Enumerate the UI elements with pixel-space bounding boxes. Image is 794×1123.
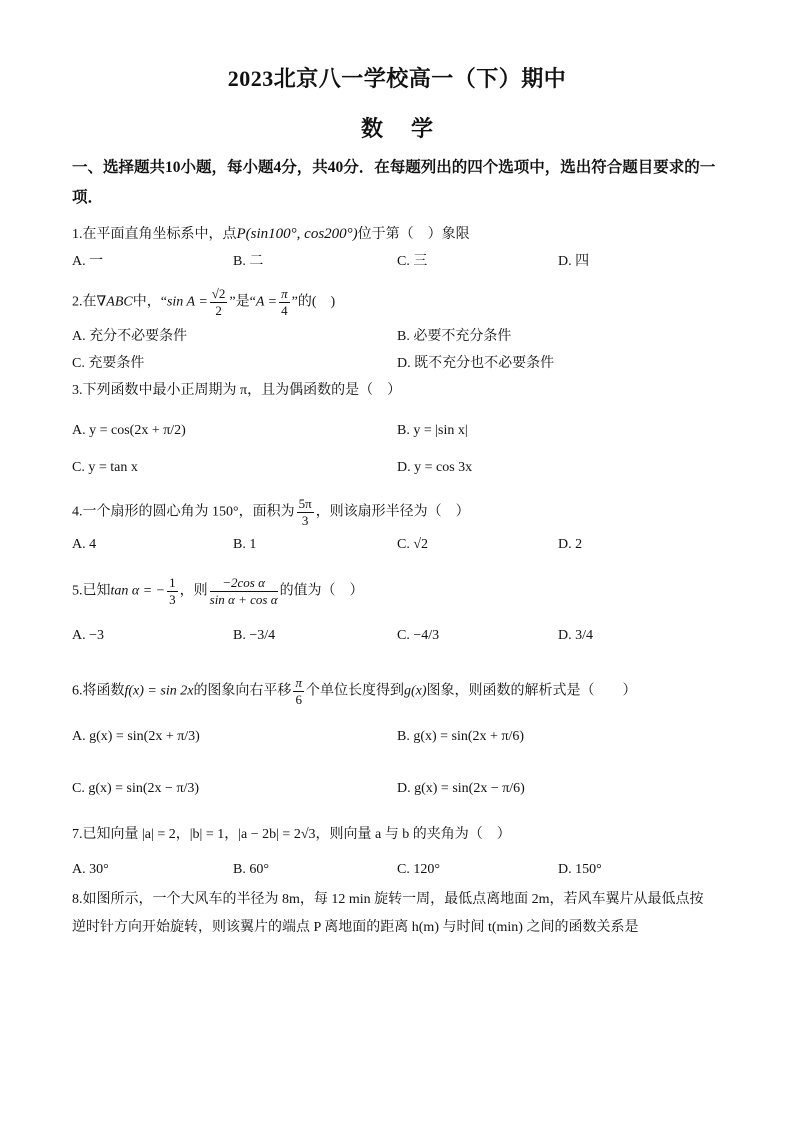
option-c: C. −4/3: [397, 628, 440, 643]
option-d: D. 3/4: [558, 628, 593, 643]
option-d: D. 2: [558, 537, 583, 552]
math-expression: P(sin100°, cos200°): [236, 226, 358, 242]
option-d: D. 既不充分也不必要条件: [397, 356, 555, 371]
option-c: C. 三: [397, 254, 428, 269]
question-7: [72, 825, 511, 845]
option-b: B. 60°: [233, 862, 269, 877]
question-text: 的图象向右平移: [193, 683, 292, 699]
question-text: 已知: [82, 583, 111, 599]
section-heading: 一、选择题共10小题，每小题4分，共40分．在每题列出的四个选项中，选出符合题目要求的一项．: [72, 159, 716, 206]
denominator: 3: [169, 592, 176, 607]
numerator: π: [281, 286, 288, 301]
option-a: A. −3: [72, 628, 105, 643]
option-b: B. 必要不充分条件: [397, 329, 512, 344]
math-expression: sin A =: [166, 294, 208, 310]
question-3: [72, 381, 401, 401]
question-text: 个单位长度得到: [305, 683, 404, 699]
question-2: [72, 286, 335, 319]
question-text: ”是“: [229, 294, 256, 310]
question-text: 在: [82, 294, 97, 310]
math-expression: f(x) = sin 2x: [124, 683, 194, 699]
option-a: A. g(x) = sin(2x + π/3): [72, 729, 200, 744]
numerator: π: [295, 675, 302, 690]
option-c: C. √2: [397, 537, 429, 552]
option-a: A. 30°: [72, 862, 109, 877]
question-text: 在平面直角坐标系中，点: [82, 227, 237, 242]
question-number: 2.: [72, 294, 83, 310]
numerator: √2: [211, 286, 226, 301]
question-6: [72, 675, 637, 708]
question-8-line-2: 逆时针方向开始旋转，则该翼片的端点 P 离地面的距离 h(m) 与时间 t(min) 之间的函数关系是: [72, 920, 639, 935]
math-expression: tan α = −: [110, 583, 166, 599]
fraction: [210, 575, 278, 608]
question-text: 中，“: [132, 294, 167, 310]
question-text: 已知向量 |a| = 2，|b| = 1，|a − 2b| = 2√3，则向量 a 与 b 的夹角为（ ）: [82, 827, 511, 842]
math-expression: A =: [255, 294, 278, 310]
option-b: B. 二: [233, 254, 264, 269]
fraction: [297, 496, 314, 529]
question-1: [72, 224, 470, 245]
fraction: [210, 286, 228, 319]
denominator: 6: [295, 692, 302, 707]
fraction: [279, 286, 290, 319]
option-d: D. 150°: [558, 862, 602, 877]
option-d: D. g(x) = sin(2x − π/6): [397, 781, 525, 796]
exam-subject: 数学: [360, 116, 461, 141]
exam-title: 2023北京八一学校高一（下）期中: [227, 66, 567, 91]
option-c: C. 充要条件: [72, 356, 145, 371]
question-8-line-1: [72, 886, 732, 914]
question-text: ，则该扇形半径为（ ）: [315, 504, 470, 520]
question-number: 6.: [72, 683, 83, 699]
question-text: ”的( ): [291, 294, 336, 310]
option-c: C. g(x) = sin(2x − π/3): [72, 781, 200, 796]
option-a: A. y = cos(2x + π/2): [72, 423, 186, 438]
numerator: 1: [169, 575, 176, 590]
option-a: A. 4: [72, 537, 97, 552]
option-c: C. 120°: [397, 862, 440, 877]
question-text: 下列函数中最小正周期为 π，且为偶函数的是（ ）: [82, 383, 402, 398]
question-4: [72, 496, 470, 529]
question-number: 1.: [72, 227, 83, 242]
question-number: 8.: [72, 892, 83, 907]
denominator: 2: [215, 303, 222, 318]
question-8: [72, 886, 732, 942]
question-text: 图象，则函数的解析式是（ ）: [426, 683, 637, 699]
question-number: 7.: [72, 827, 83, 842]
question-text: ，则: [179, 583, 208, 599]
denominator: 3: [301, 513, 309, 528]
option-b: B. y = |sin x|: [397, 423, 468, 438]
question-text: 位于第（ ）象限: [357, 227, 470, 242]
option-b: B. −3/4: [233, 628, 276, 643]
triangle-label: ∇ABC: [96, 294, 133, 310]
option-b: B. g(x) = sin(2x + π/6): [397, 729, 525, 744]
option-d: D. 四: [558, 254, 590, 269]
denominator: sin α + cos α: [209, 592, 278, 607]
option-b: B. 1: [233, 537, 257, 552]
question-number: 4.: [72, 504, 83, 520]
option-c: C. y = tan x: [72, 460, 138, 475]
fraction: [167, 575, 178, 608]
question-text: 的值为（ ）: [279, 583, 364, 599]
option-d: D. y = cos 3x: [397, 460, 473, 475]
math-expression: g(x): [403, 683, 427, 699]
question-text: 如图所示，一个大风车的半径为 8m，每 12 min 旋转一周，最低点离地面 2m，若风车翼片从最低点按: [82, 892, 704, 907]
question-text: 将函数: [82, 683, 125, 699]
question-number: 5.: [72, 583, 83, 599]
question-5: [72, 575, 364, 608]
question-text: 一个扇形的圆心角为 150°，面积为: [82, 504, 295, 520]
option-a: A. 充分不必要条件: [72, 329, 188, 344]
numerator: 5π: [298, 496, 312, 511]
numerator: −2cos α: [210, 575, 278, 592]
fraction: [293, 675, 304, 708]
option-a: A. 一: [72, 254, 104, 269]
denominator: 4: [281, 303, 288, 318]
question-number: 3.: [72, 383, 83, 398]
